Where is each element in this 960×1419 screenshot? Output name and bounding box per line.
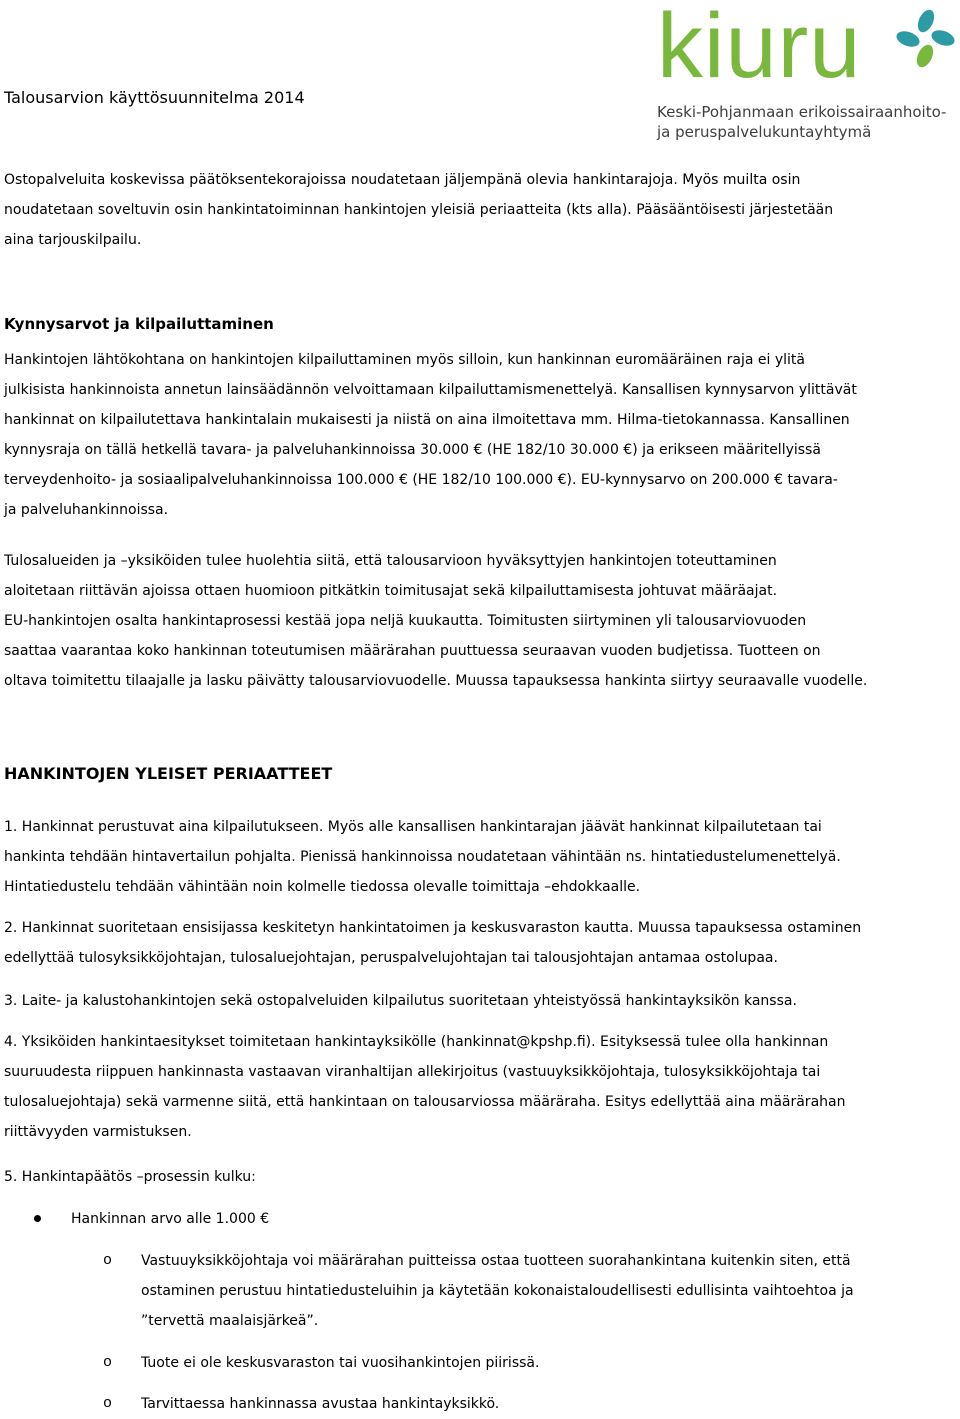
logo-subtitle-line: Keski-Pohjanmaan erikoissairaanhoito- xyxy=(657,103,947,121)
text-line: Tulosalueiden ja –yksiköiden tulee huolehtia siitä, että talousarvioon hyväksyttyjen hankintojen toteuttaminen xyxy=(4,553,777,569)
text-line: aloitetaan riittävän ajoissa ottaen huomioon pitkätkin toimitusajat sekä kilpailuttamisesta johtuvat määräajat. xyxy=(4,583,778,599)
text-line: suuruudesta riippuen hankinnasta vastaavan viranhaltijan allekirjoitus (vastuuyksikköjohtaja, tulosyksikköjohtaja tai xyxy=(4,1064,821,1080)
sub-item-text xyxy=(141,1348,539,1378)
logo-subtitle xyxy=(657,102,946,142)
text-line: Tuote ei ole keskusvaraston tai vuosihankintojen piirissä. xyxy=(141,1355,540,1371)
principle-item-1 xyxy=(4,812,841,902)
text-line: 3. Laite- ja kalustohankintojen sekä ostopalveluiden kilpailutus suoritetaan yhteistyössä hankintayksikön kanssa. xyxy=(4,993,797,1009)
text-line: riittävyyden varmistuksen. xyxy=(4,1124,192,1140)
principle-item-4 xyxy=(4,1027,845,1147)
text-line: Ostopalveluita koskevissa päätöksentekorajoissa noudatetaan jäljempänä olevia hankintarajoja. Myös muilta osin xyxy=(4,172,801,188)
text-line: saattaa vaarantaa koko hankinnan toteutumisen määrärahan puuttuessa seuraavan vuoden budjetissa. Tuotteen on xyxy=(4,643,821,659)
text-line: hankinta tehdään hintavertailun pohjalta. Pienissä hankinnoissa noudatetaan vähintään ns. hintatiedustelumenettelyä. xyxy=(4,849,841,865)
text-line: hankinnat on kilpailutettava hankintalain mukaisesti ja niistä on aina ilmoitettava mm. Hilma-tietokannassa. Kansallinen xyxy=(4,412,850,428)
bullet-text: Hankinnan arvo alle 1.000 € xyxy=(71,1211,270,1227)
bullet-icon xyxy=(34,1215,41,1222)
text-line: Vastuuyksikköjohtaja voi määrärahan puitteissa ostaa tuotteen suorahankintana kuitenkin siten, että xyxy=(141,1253,851,1269)
text-line: 4. Yksiköiden hankintaesitykset toimitetaan hankintayksikölle (hankinnat@kpshp.fi). Esityksessä tulee olla hankinnan xyxy=(4,1034,829,1050)
text-line: ja palveluhankinnoissa. xyxy=(4,502,169,518)
logo-wordmark: kiuru xyxy=(657,0,862,97)
text-line: Hankintojen lähtökohtana on hankintojen kilpailuttaminen myös silloin, kun hankinnan euromääräinen raja ei ylitä xyxy=(4,352,805,368)
sub-item-text xyxy=(141,1389,499,1419)
text-line: 1. Hankinnat perustuvat aina kilpailutukseen. Myös alle kansallisen hankintarajan jäävät hankinnat kilpailutetaan tai xyxy=(4,819,822,835)
logo-leaf-icon xyxy=(895,8,957,70)
text-line: 2. Hankinnat suoritetaan ensisijassa keskitetyn hankintatoimen ja keskusvaraston kautta. Muussa tapauksessa ostaminen xyxy=(4,920,862,936)
text-line: oltava toimitettu tilaajalle ja lasku päivätty talousarviovuodelle. Muussa tapauksessa hankinta siirtyy seuraavalle vuodelle. xyxy=(4,673,868,689)
section-heading-thresholds: Kynnysarvot ja kilpailuttaminen xyxy=(4,315,274,333)
principle-item-5 xyxy=(4,1162,256,1192)
sub-list-item xyxy=(0,1389,960,1416)
text-line: 5. Hankintapäätös –prosessin kulku: xyxy=(4,1169,256,1185)
kiuru-logo xyxy=(655,0,955,142)
logo-subtitle-line: ja peruspalvelukuntayhtymä xyxy=(657,123,872,141)
section-heading-principles: HANKINTOJEN YLEISET PERIAATTEET xyxy=(4,764,333,783)
sub-bullet-icon: o xyxy=(103,1395,113,1412)
text-line: kynnysraja on tällä hetkellä tavara- ja palveluhankinnoissa 30.000 € (HE 182/10 30.000 €) ja erikseen määritellyissä xyxy=(4,442,821,458)
text-line: terveydenhoito- ja sosiaalipalveluhankinnoissa 100.000 € (HE 182/10 100.000 €). EU-kynnysarvo on 200.000 € tavara- xyxy=(4,472,838,488)
text-line: aina tarjouskilpailu. xyxy=(4,232,142,248)
intro-paragraph xyxy=(4,165,833,255)
sub-item-text xyxy=(141,1246,854,1336)
sub-bullet-icon: o xyxy=(103,1252,113,1269)
sub-list-item xyxy=(0,1348,960,1378)
sub-bullet-icon: o xyxy=(103,1354,113,1371)
text-line: ”tervettä maalaisjärkeä”. xyxy=(141,1313,319,1329)
text-line: EU-hankintojen osalta hankintaprosessi kestää jopa neljä kuukautta. Toimitusten siirtyminen yli talousarviovuoden xyxy=(4,613,807,629)
text-line: julkisista hankinnoista annetun lainsäädännön velvoittamaan kilpailuttamismenettelyä. Kansallisen kynnysarvon ylittävät xyxy=(4,382,857,398)
text-line: Hintatiedustelu tehdään vähintään noin kolmelle tiedossa olevalle toimittaja –ehdokkaalle. xyxy=(4,879,641,895)
sub-list-item xyxy=(0,1246,960,1336)
text-line: tulosaluejohtaja) sekä varmenne siitä, että hankintaan on talousarviossa määräraha. Esitys edellyttää aina määrärahan xyxy=(4,1094,846,1110)
text-line: ostaminen perustuu hintatiedusteluihin ja käytetään kokonaistaloudellisesti edullisinta vaihtoehtoa ja xyxy=(141,1283,854,1299)
list-item xyxy=(0,1204,960,1234)
text-line: noudatetaan soveltuvin osin hankintatoiminnan hankintojen yleisiä periaatteita (kts alla). Pääsääntöisesti järjestetään xyxy=(4,202,834,218)
thresholds-paragraph xyxy=(4,345,857,525)
principle-item-3 xyxy=(4,986,797,1016)
document-title: Talousarvion käyttösuunnitelma 2014 xyxy=(4,88,305,107)
principle-item-2 xyxy=(4,913,861,973)
timing-paragraph xyxy=(4,546,867,696)
text-line: Tarvittaessa hankinnassa avustaa hankintayksikkö. xyxy=(141,1396,500,1412)
text-line: edellyttää tulosyksikköjohtajan, tulosaluejohtajan, peruspalvelujohtajan tai talousjohtajan antamaa ostolupaa. xyxy=(4,950,778,966)
